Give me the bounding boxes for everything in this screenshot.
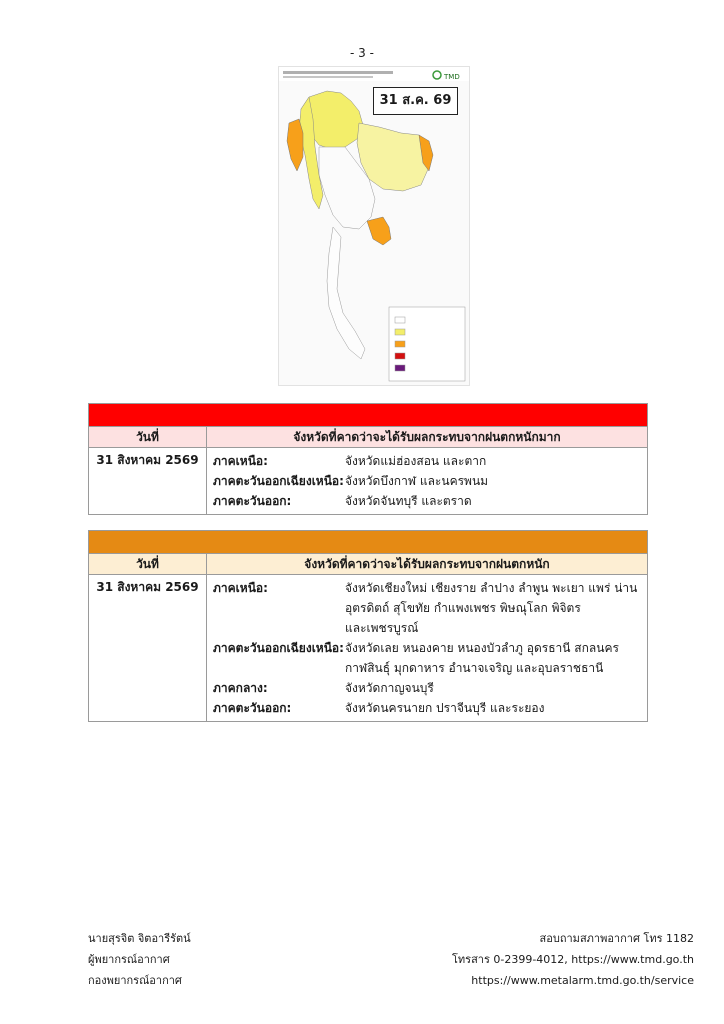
header-date: วันที่ [89,427,207,448]
province-line: จังหวัดเลย หนองคาย หนองบัวลำภู อุดรธานี สกลนคร [345,641,619,655]
rainfall-map [278,66,470,386]
footer-forecaster [88,928,191,991]
forecaster-title: ผู้พยากรณ์อากาศ [88,953,170,966]
region-row-continued [213,618,647,638]
region-name: ภาคตะวันออกเฉียงเหนือ: [213,641,344,655]
province-line: จังหวัดเชียงใหม่ เชียงราย ลำปาง ลำพูน พะเยา แพร่ น่าน [345,581,638,595]
svg-text:TMD: TMD [444,73,460,81]
region-name: ภาคตะวันออกเฉียงเหนือ: [213,474,344,488]
province-list: จังหวัดแม่ฮ่องสอน และตาก [345,454,487,468]
very-heavy-rain-color-bar [89,404,648,427]
region-row [213,578,647,598]
region-row-continued [213,658,647,678]
map-date-label: 31 ส.ค. 69 [373,87,458,115]
heavy-rain-table [88,530,648,722]
heavy-rain-color-bar [89,531,648,554]
province-line: กาฬสินธุ์ มุกดาหาร อำนาจเจริญ และอุบลราชธานี [345,661,604,675]
page-number: - 3 - [350,46,374,60]
region-row [213,638,647,658]
region-name: ภาคเหนือ: [213,454,268,468]
region-name: ภาคตะวันออก: [213,701,292,715]
forecast-date: 31 สิงหาคม 2569 [89,448,207,515]
region-row [213,698,647,718]
region-list [207,448,648,515]
region-name: ภาคเหนือ: [213,581,268,595]
footer-contact [452,928,694,991]
very-heavy-rain-table [88,403,648,515]
region-row [213,678,647,698]
region-name: ภาคกลาง: [213,681,268,695]
contact-fax-web[interactable]: โทรสาร 0-2399-4012, https://www.tmd.go.th [452,953,694,966]
forecast-date: 31 สิงหาคม 2569 [89,575,207,722]
region-row [213,451,647,471]
province-line: และเพชรบูรณ์ [345,621,419,635]
header-provinces: จังหวัดที่คาดว่าจะได้รับผลกระทบจากฝนตกหนักมาก [207,427,648,448]
forecaster-division: กองพยากรณ์อากาศ [88,974,182,987]
region-row-continued [213,598,647,618]
contact-metalarm-link[interactable]: https://www.metalarm.tmd.go.th/service [471,974,694,987]
province-line: อุตรดิตถ์ สุโขทัย กำแพงเพชร พิษณุโลก พิจิตร [345,601,581,615]
region-name: ภาคตะวันออก: [213,494,292,508]
region-list [207,575,648,722]
province-list: จังหวัดจันทบุรี และตราด [345,494,472,508]
province-line: จังหวัดกาญจนบุรี [345,681,434,695]
region-row [213,471,647,491]
forecaster-name: นายสุรจิต จิตอารีรัตน์ [88,932,191,945]
region-row [213,491,647,511]
header-provinces: จังหวัดที่คาดว่าจะได้รับผลกระทบจากฝนตกหนัก [207,554,648,575]
province-list: จังหวัดบึงกาฬ และนครพนม [345,474,489,488]
contact-phone: สอบถามสภาพอากาศ โทร 1182 [539,932,694,945]
province-line: จังหวัดนครนายก ปราจีนบุรี และระยอง [345,701,545,715]
header-date: วันที่ [89,554,207,575]
